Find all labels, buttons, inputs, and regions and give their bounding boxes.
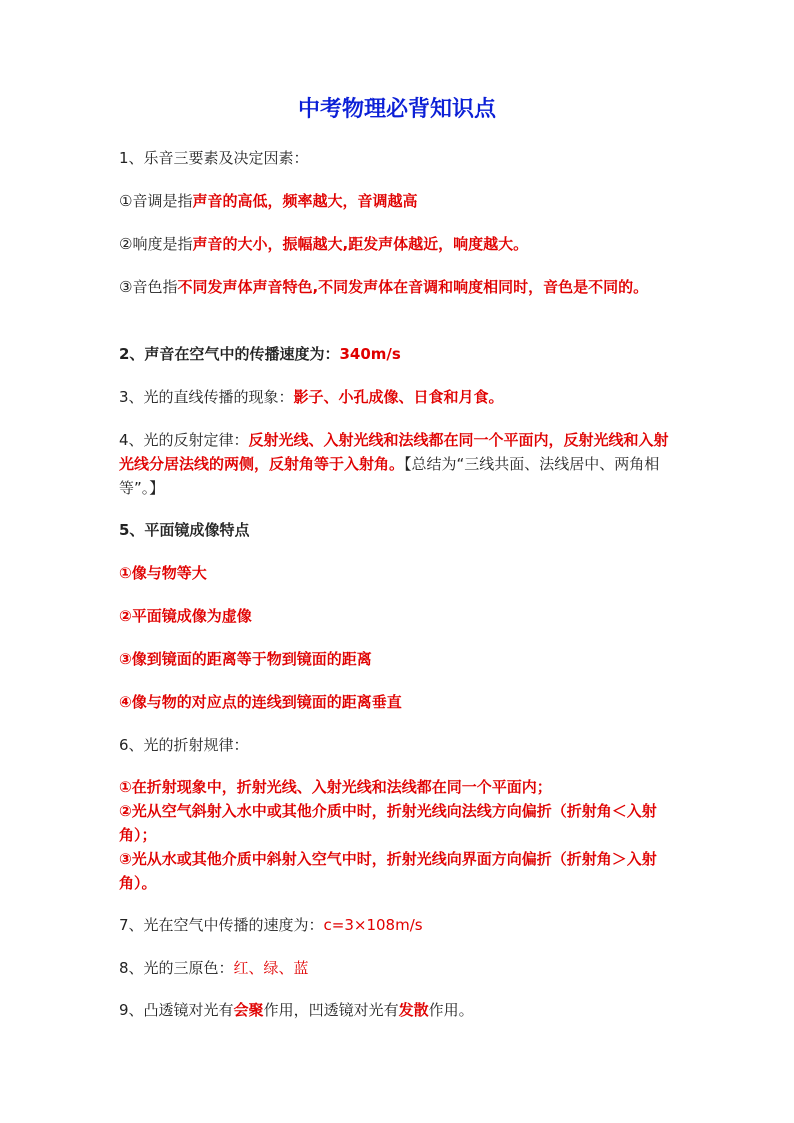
primary-colors-value: 红、绿、蓝 xyxy=(233,959,309,977)
point-5-heading: 5、平面镜成像特点 xyxy=(119,521,250,539)
point-9-lenses xyxy=(119,998,679,1022)
refraction-rule-1: ①在折射现象中，折射光线、入射光线和法线都在同一个平面内； xyxy=(119,778,552,796)
loudness-label: ②响度是指 xyxy=(119,235,193,253)
point-1-heading: 1、乐音三要素及决定因素： xyxy=(119,149,309,167)
lens-converge: 会聚 xyxy=(233,1001,264,1019)
timbre-definition: 不同发声体声音特色,不同发声体在音调和响度相同时，音色是不同的。 xyxy=(177,278,649,296)
mirror-feature-1: ①像与物等大 xyxy=(119,564,207,582)
lens-diverge: 发散 xyxy=(398,1001,429,1019)
sound-speed-value: 340m/s xyxy=(339,345,401,363)
point-8-primary-colors xyxy=(119,956,679,980)
lens-text-2: 作用，凹透镜对光有 xyxy=(263,1001,399,1019)
refraction-rule-2: ②光从空气斜射入水中或其他介质中时，折射光线向法线方向偏折（折射角＜入射角）； xyxy=(119,802,657,844)
point-6-heading: 6、光的折射规律： xyxy=(119,736,249,754)
point-2-sound-speed xyxy=(119,342,679,366)
lens-text-1: 9、凸透镜对光有 xyxy=(119,1001,234,1019)
reflection-law: 反射光线、入射光线和法线都在同一个平面内，反射光线和入射光线分居法线的两侧，反射角等于入射角。 xyxy=(119,431,669,473)
point-7-light-speed xyxy=(119,913,679,937)
page-title: 中考物理必背知识点 xyxy=(297,96,496,122)
reflection-summary: 【总结为“三线共面、法线居中、两角相等”。】 xyxy=(119,455,660,497)
light-speed-label: 7、光在空气中传播的速度为： xyxy=(119,916,324,934)
pitch-label: ①音调是指 xyxy=(119,192,193,210)
loudness-definition: 声音的大小，振幅越大,距发声体越近，响度越大。 xyxy=(192,235,529,253)
mirror-feature-2: ②平面镜成像为虚像 xyxy=(119,607,252,625)
reflection-label: 4、光的反射定律： xyxy=(119,431,249,449)
lens-text-3: 作用。 xyxy=(428,1001,474,1019)
point-1-pitch xyxy=(119,189,679,213)
point-1-timbre xyxy=(119,275,679,299)
mirror-feature-4: ④像与物的对应点的连线到镜面的距离垂直 xyxy=(119,693,402,711)
timbre-label: ③音色指 xyxy=(119,278,178,296)
point-3-straight-line xyxy=(119,385,679,409)
refraction-rule-3: ③光从水或其他介质中斜射入空气中时，折射光线向界面方向偏折（折射角＞入射角）。 xyxy=(119,850,657,892)
sound-speed-label: 2、声音在空气中的传播速度为： xyxy=(119,345,340,363)
straight-line-label: 3、光的直线传播的现象： xyxy=(119,388,294,406)
pitch-definition: 声音的高低，频率越大，音调越高 xyxy=(192,192,418,210)
point-1-loudness xyxy=(119,232,679,256)
mirror-feature-3: ③像到镜面的距离等于物到镜面的距离 xyxy=(119,650,372,668)
straight-line-examples: 影子、小孔成像、日食和月食。 xyxy=(293,388,504,406)
primary-colors-label: 8、光的三原色： xyxy=(119,959,234,977)
light-speed-value: c=3×108m/s xyxy=(323,916,423,934)
point-4-reflection xyxy=(119,428,679,500)
